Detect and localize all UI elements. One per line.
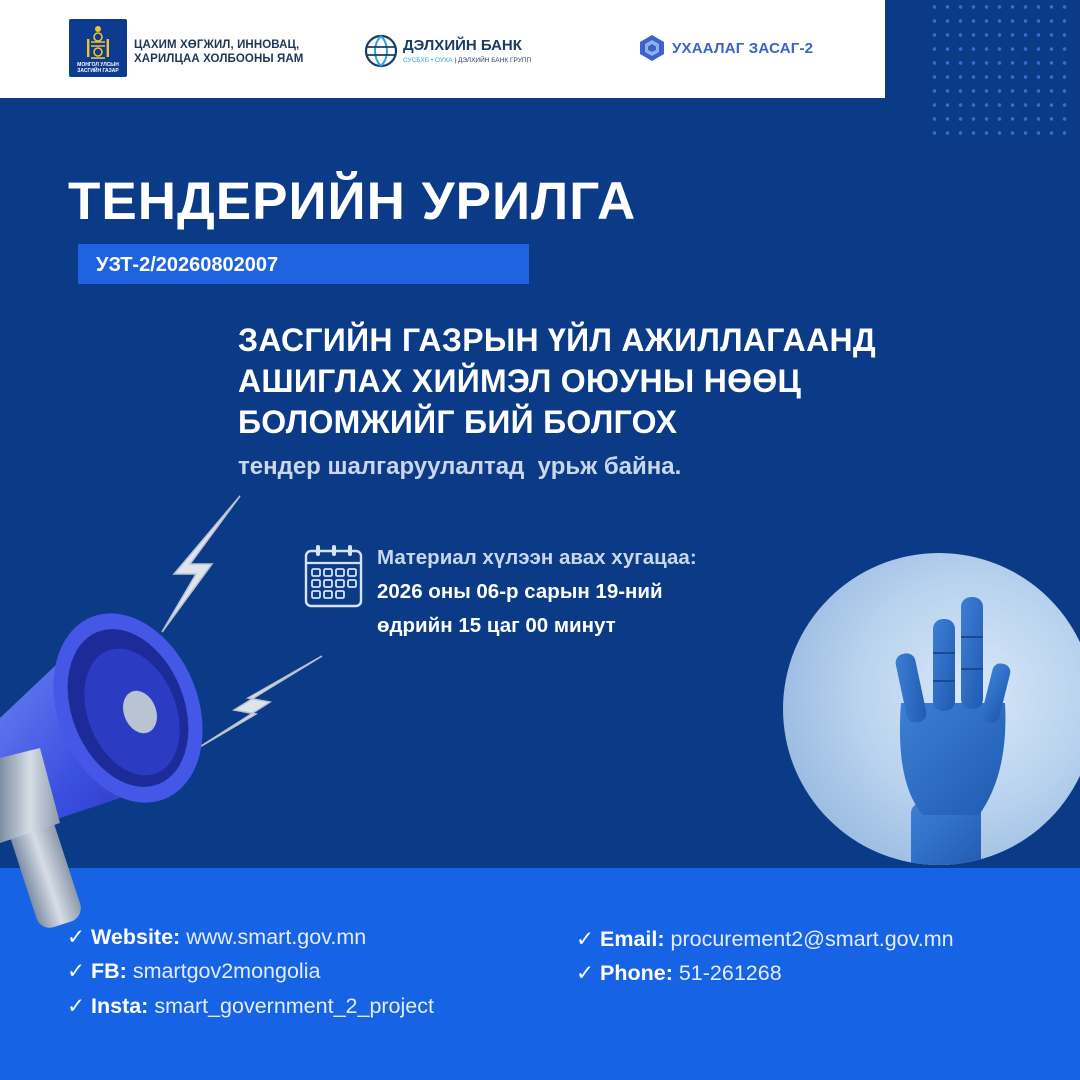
world-bank-logo bbox=[364, 34, 531, 68]
email-label: Email: bbox=[600, 927, 665, 951]
website-link[interactable]: www.smart.gov.mn bbox=[186, 925, 367, 949]
tender-code: УЗТ-2/20260802007 bbox=[96, 254, 279, 276]
website-label: Website: bbox=[91, 925, 181, 949]
deadline-label: Материал хүлээн авах хугацаа: bbox=[377, 546, 697, 569]
world-bank-subtitle bbox=[403, 56, 531, 65]
world-bank-globe-icon bbox=[364, 34, 398, 68]
robot-hand-image bbox=[783, 553, 1080, 865]
smart-gov-name: УХААЛАГ ЗАСАГ-2 bbox=[672, 39, 814, 57]
world-bank-name: ДЭЛХИЙН БАНК bbox=[403, 36, 522, 54]
subject-line-1: ЗАСГИЙН ГАЗРЫН ҮЙЛ АЖИЛЛАГААНД bbox=[238, 322, 876, 358]
contact-insta bbox=[67, 993, 434, 1019]
soyombo-emblem-icon bbox=[69, 19, 127, 77]
tender-subject bbox=[238, 320, 1018, 443]
fb-label: FB: bbox=[91, 959, 127, 983]
contact-email bbox=[576, 926, 954, 952]
check-icon: ✓ bbox=[67, 925, 86, 949]
subject-line-2: АШИГЛАХ ХИЙМЭЛ ОЮУНЫ НӨӨЦ bbox=[238, 363, 802, 399]
invitation-text: тендер шалгаруулалтад урьж байна. bbox=[238, 453, 682, 480]
calendar-icon bbox=[303, 543, 365, 609]
contact-website bbox=[67, 924, 366, 950]
lightning-icon bbox=[196, 654, 324, 750]
ministry-logo bbox=[69, 19, 303, 77]
check-icon: ✓ bbox=[576, 961, 595, 985]
check-icon: ✓ bbox=[576, 927, 595, 951]
check-icon: ✓ bbox=[67, 959, 86, 983]
smart-gov-logo bbox=[638, 34, 813, 62]
page-title: ТЕНДЕРИЙН УРИЛГА bbox=[68, 172, 637, 231]
robot-hand-icon bbox=[783, 553, 1080, 865]
megaphone-icon bbox=[0, 608, 215, 938]
ministry-name: ЦАХИМ ХӨГЖИЛ, ИННОВАЦ, ХАРИЛЦАА ХОЛБООНЫ ЯАМ bbox=[134, 39, 304, 65]
deadline-block bbox=[377, 541, 857, 643]
smart-gov-logo-icon bbox=[638, 34, 666, 62]
header-bar bbox=[0, 0, 885, 98]
insta-link[interactable]: smart_government_2_project bbox=[154, 994, 434, 1018]
world-bank-sub-accent: СУСБХБ • ОУХА bbox=[403, 56, 453, 64]
phone-link[interactable]: 51-261268 bbox=[678, 961, 782, 985]
deadline-time: өдрийн 15 цаг 00 минут bbox=[377, 614, 616, 637]
world-bank-sub-rest: | ДЭЛХИЙН БАНК ГРУПП bbox=[452, 56, 532, 64]
deadline-date: 2026 оны 06-р сарын 19-ний bbox=[377, 580, 663, 603]
email-link[interactable]: procurement2@smart.gov.mn bbox=[670, 927, 954, 951]
subject-line-3: БОЛОМЖИЙГ БИЙ БОЛГОХ bbox=[238, 404, 678, 440]
phone-label: Phone: bbox=[600, 961, 673, 985]
check-icon: ✓ bbox=[67, 994, 86, 1018]
contact-phone bbox=[576, 960, 782, 986]
fb-link[interactable]: smartgov2mongolia bbox=[132, 959, 321, 983]
emblem-caption: МОНГОЛ УЛСЫН ЗАСГИЙН ГАЗАР bbox=[77, 62, 119, 74]
insta-label: Insta: bbox=[91, 994, 149, 1018]
contact-fb bbox=[67, 958, 320, 984]
dot-pattern bbox=[928, 0, 1068, 142]
